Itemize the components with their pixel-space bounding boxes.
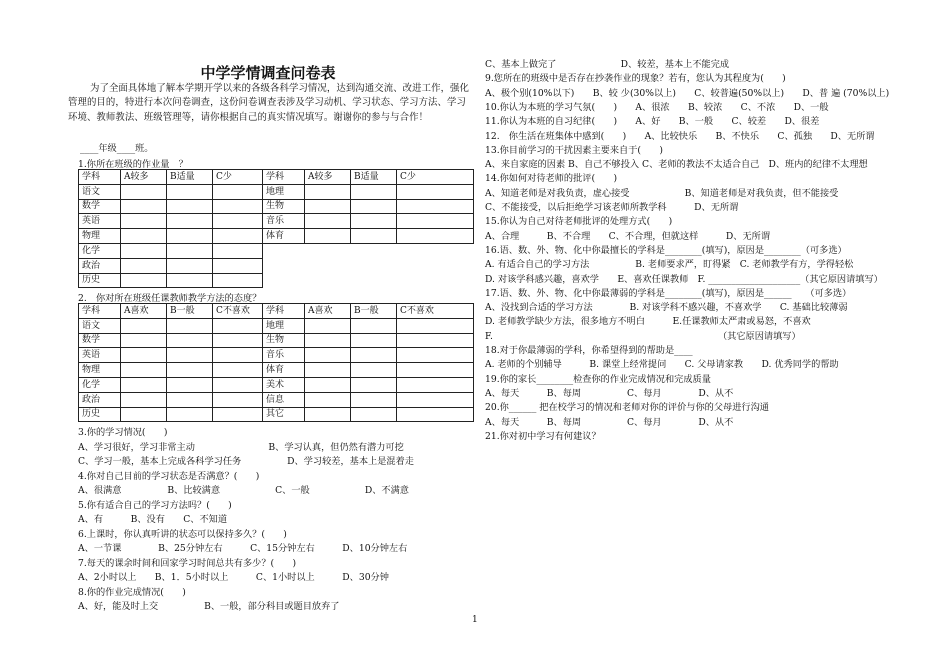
answer-cell bbox=[121, 229, 167, 244]
subject-cell: 语文 bbox=[79, 318, 121, 333]
question-line: C、学习一般，基本上完成各科学习任务 D、学习较差，基本上是混着走 bbox=[78, 456, 414, 467]
empty-space bbox=[305, 258, 351, 273]
column-header: A较多 bbox=[305, 170, 351, 185]
question-line: 10.你认为本班的学习气氛( ) A、很浓 B、较浓 C、不浓 D、一般 bbox=[485, 101, 829, 113]
column-header: C不喜欢 bbox=[397, 304, 474, 319]
column-header: C少 bbox=[213, 170, 263, 185]
table-row bbox=[79, 348, 474, 363]
answer-cell bbox=[397, 214, 474, 229]
answer-cell bbox=[213, 377, 263, 392]
table-row bbox=[79, 333, 474, 348]
table-row bbox=[79, 273, 474, 288]
question-line: 9.您所在的班级中是否存在抄袭作业的现象？若有，您认为其程度为( ) bbox=[485, 73, 786, 85]
answer-cell bbox=[167, 229, 213, 244]
column-header: B适量 bbox=[351, 170, 397, 185]
question-line: A、合理 B、不合理 C、不合理，但就这样 D、无所谓 bbox=[485, 230, 771, 242]
question-line: A. 老师的个别辅导 B. 课堂上经常提问 C. 父母请家教 D. 优秀同学的帮助 bbox=[485, 359, 839, 371]
question-line: 16.语、数、外、物、化中你最擅长的学科是________(填写)，原因是________（可多选） bbox=[485, 244, 847, 256]
question-line: 4.你对自己目前的学习状态是否满意？( ) bbox=[78, 470, 260, 482]
answer-cell bbox=[305, 348, 351, 363]
question-line: D. 老师教学缺少方法，很多地方不明白 E.任课教师太严肃或易怒，不喜欢 bbox=[485, 316, 811, 328]
answer-cell bbox=[213, 229, 263, 244]
teaching-method-table bbox=[78, 303, 474, 422]
answer-cell bbox=[351, 392, 397, 407]
subject-cell: 音乐 bbox=[263, 214, 305, 229]
subject-cell: 政治 bbox=[79, 392, 121, 407]
subject-cell: 化学 bbox=[79, 243, 121, 258]
answer-cell bbox=[351, 318, 397, 333]
answer-cell bbox=[305, 184, 351, 199]
subject-cell: 数学 bbox=[79, 333, 121, 348]
answer-cell bbox=[213, 318, 263, 333]
answer-cell bbox=[167, 333, 213, 348]
answer-cell bbox=[351, 348, 397, 363]
answer-cell bbox=[167, 214, 213, 229]
empty-space bbox=[263, 273, 305, 288]
answer-cell bbox=[167, 243, 213, 258]
subject-cell: 语文 bbox=[79, 184, 121, 199]
empty-space bbox=[351, 243, 397, 258]
answer-cell bbox=[121, 243, 167, 258]
question-line: 18.对于你最薄弱的学科，你希望得到的帮助是____ bbox=[485, 345, 693, 356]
subject-cell: 生物 bbox=[263, 333, 305, 348]
empty-space bbox=[351, 273, 397, 288]
answer-cell bbox=[213, 363, 263, 378]
table-row bbox=[79, 304, 474, 319]
question-line: A、知道老师是对我负责，虚心接受 B、知道老师是对我负责，但不能接受 bbox=[485, 187, 839, 199]
subject-cell: 地理 bbox=[263, 318, 305, 333]
answer-cell bbox=[121, 363, 167, 378]
column-header: 学科 bbox=[263, 170, 305, 185]
column-header: A喜欢 bbox=[121, 304, 167, 319]
answer-cell bbox=[213, 407, 263, 422]
answer-cell bbox=[167, 377, 213, 392]
question-line: C、基本上做完了 D、较差，基本上不能完成 bbox=[485, 59, 730, 70]
answer-cell bbox=[213, 348, 263, 363]
question-line: D. 对该学科感兴趣，喜欢学 E、喜欢任课教师 F. ____________________（其它原因请填写） bbox=[485, 273, 883, 285]
question-line: 6.上课时，你认真听讲的状态可以保持多久？( ) bbox=[78, 528, 287, 540]
column-header: 学科 bbox=[263, 304, 305, 319]
answer-cell bbox=[305, 363, 351, 378]
question-line: A. 有适合自己的学习方法 B. 老师要求严，盯得紧 C. 老师教学有方，学得轻松 bbox=[485, 259, 854, 271]
table-row bbox=[79, 214, 474, 229]
answer-cell bbox=[167, 392, 213, 407]
column-header: A较多 bbox=[121, 170, 167, 185]
column-header: B适量 bbox=[167, 170, 213, 185]
answer-cell bbox=[167, 407, 213, 422]
column-header: B一般 bbox=[351, 304, 397, 319]
answer-cell bbox=[397, 199, 474, 214]
question-line: 15.你认为自己对待老师批评的处理方式( ) bbox=[485, 216, 673, 228]
subject-cell: 体育 bbox=[263, 363, 305, 378]
answer-cell bbox=[213, 258, 263, 273]
question-line: 11.你认为本班的自习纪律( ) A、好 B、一般 C、较差 D、很差 bbox=[485, 116, 820, 128]
answer-cell bbox=[121, 348, 167, 363]
table-row bbox=[79, 392, 474, 407]
empty-space bbox=[351, 258, 397, 273]
answer-cell bbox=[213, 243, 263, 258]
answer-cell bbox=[121, 392, 167, 407]
answer-cell bbox=[397, 407, 474, 422]
empty-space bbox=[263, 258, 305, 273]
subject-cell: 物理 bbox=[79, 363, 121, 378]
answer-cell bbox=[397, 229, 474, 244]
question-line: 20.你______ 把在校学习的情况和老师对你的评价与你的父母进行沟通 bbox=[485, 402, 769, 414]
question-line: A、一节课 B、25分钟左右 C、15分钟左右 D、10分钟左右 bbox=[78, 543, 408, 554]
answer-cell bbox=[167, 184, 213, 199]
answer-cell bbox=[351, 214, 397, 229]
answer-cell bbox=[351, 377, 397, 392]
page-title: 中学学情调查问卷表 bbox=[200, 64, 336, 82]
column-header: A喜欢 bbox=[305, 304, 351, 319]
answer-cell bbox=[213, 184, 263, 199]
answer-cell bbox=[305, 407, 351, 422]
table-row bbox=[79, 318, 474, 333]
answer-cell bbox=[167, 199, 213, 214]
answer-cell bbox=[351, 184, 397, 199]
question-line: A、每天 B、每周 C、每月 D、从不 bbox=[485, 387, 734, 399]
answer-cell bbox=[351, 333, 397, 348]
answer-cell bbox=[397, 318, 474, 333]
answer-cell bbox=[121, 318, 167, 333]
question-line: 12. 你生活在班集体中感到( ) A、比较快乐 B、不快乐 C、孤独 D、无所谓 bbox=[485, 130, 875, 142]
answer-cell bbox=[305, 214, 351, 229]
subject-cell: 英语 bbox=[79, 214, 121, 229]
answer-cell bbox=[305, 318, 351, 333]
table-row bbox=[79, 377, 474, 392]
answer-cell bbox=[167, 363, 213, 378]
answer-cell bbox=[213, 333, 263, 348]
question-line: C、不能接受，以后拒绝学习该老师所教学科 D、无所谓 bbox=[485, 202, 739, 213]
answer-cell bbox=[397, 184, 474, 199]
subject-cell: 其它 bbox=[263, 407, 305, 422]
empty-space bbox=[397, 243, 474, 258]
column-header: C少 bbox=[397, 170, 474, 185]
question-line: A、每天 B、每周 C、每月 D、从不 bbox=[485, 416, 734, 428]
question-line: 19.你的家长________检查你的作业完成情况和完成质量 bbox=[485, 373, 711, 385]
subject-cell: 美术 bbox=[263, 377, 305, 392]
empty-space bbox=[305, 273, 351, 288]
answer-cell bbox=[167, 273, 213, 288]
workload-table bbox=[78, 169, 474, 288]
answer-cell bbox=[213, 273, 263, 288]
answer-cell bbox=[305, 333, 351, 348]
subject-cell: 信息 bbox=[263, 392, 305, 407]
question-line: 21.你对初中学习有何建议？ bbox=[485, 430, 601, 442]
question-line: A、很满意 B、比较满意 C、一般 D、不满意 bbox=[78, 485, 409, 496]
column-header: B一般 bbox=[167, 304, 213, 319]
answer-cell bbox=[121, 199, 167, 214]
answer-cell bbox=[121, 184, 167, 199]
subject-cell: 政治 bbox=[79, 258, 121, 273]
question-line: A、极个别(10%以下) B、较 少(30%以上) C、较普遍(50%以上) D、普 遍 (70%以上) bbox=[485, 87, 890, 99]
question-line: 17.语、数、外、物、化中你最薄弱的学科是________(填写)，原因是______ （可多选） bbox=[485, 287, 852, 299]
question-line: 5.你有适合自己的学习方法吗？( ) bbox=[78, 499, 232, 511]
table-row bbox=[79, 229, 474, 244]
column-header: 学科 bbox=[79, 304, 121, 319]
column-header: 学科 bbox=[79, 170, 121, 185]
subject-cell: 生物 bbox=[263, 199, 305, 214]
question-line: 8.你的作业完成情况( ) bbox=[78, 586, 186, 598]
answer-cell bbox=[397, 392, 474, 407]
empty-space bbox=[305, 243, 351, 258]
table-row bbox=[79, 363, 474, 378]
table-row bbox=[79, 407, 474, 422]
subject-cell: 英语 bbox=[79, 348, 121, 363]
answer-cell bbox=[213, 214, 263, 229]
answer-cell bbox=[121, 333, 167, 348]
question-line: A、没找到合适的学习方法 B. 对该学科不感兴趣，不喜欢学 C. 基础比较薄弱 bbox=[485, 302, 848, 314]
answer-cell bbox=[351, 229, 397, 244]
question-line: A、好，能及时上交 B、一般，部分科目或题目放弃了 bbox=[78, 601, 340, 612]
table-row bbox=[79, 199, 474, 214]
answer-cell bbox=[397, 333, 474, 348]
table-row bbox=[79, 184, 474, 199]
intro-paragraph bbox=[68, 82, 470, 125]
answer-cell bbox=[351, 199, 397, 214]
question-2: 2. 你对所在班级任课教师教学方法的态度？ bbox=[78, 293, 262, 304]
question-line: A、学习很好，学习非常主动 B、学习认真，但仍然有潜力可挖 bbox=[78, 441, 404, 453]
subject-cell: 地理 bbox=[263, 184, 305, 199]
subject-cell: 体育 bbox=[263, 229, 305, 244]
answer-cell bbox=[397, 348, 474, 363]
answer-cell bbox=[213, 199, 263, 214]
page-number: 1 bbox=[472, 615, 478, 625]
answer-cell bbox=[121, 407, 167, 422]
column-header: C不喜欢 bbox=[213, 304, 263, 319]
answer-cell bbox=[121, 273, 167, 288]
table-row bbox=[79, 243, 474, 258]
question-line: 14.你如何对待老师的批评( ) bbox=[485, 173, 618, 185]
grade-class-line: ____年级____班。 bbox=[80, 143, 154, 154]
table-row bbox=[79, 170, 474, 185]
answer-cell bbox=[305, 199, 351, 214]
answer-cell bbox=[397, 377, 474, 392]
subject-cell: 历史 bbox=[79, 273, 121, 288]
intro-text: 为了全面具体地了解本学期开学以来的各级各科学习情况，达到沟通交流、改进工作，强化管理的目的，特进行本次问卷调查，这份问卷调查表涉及学习动机、学习状态、学习方法、学习环境、教师教法、班级管理等，请你根据自己的真实情况填写。谢谢你的参与与合作！ bbox=[68, 83, 470, 123]
empty-space bbox=[397, 273, 474, 288]
question-line: 7.每天的课余时间和回家学习时间总共有多少？( ) bbox=[78, 557, 297, 569]
answer-cell bbox=[167, 258, 213, 273]
subject-cell: 数学 bbox=[79, 199, 121, 214]
answer-cell bbox=[121, 258, 167, 273]
answer-cell bbox=[351, 363, 397, 378]
question-1: 1.你所在班级的作业量 ？ bbox=[78, 159, 188, 170]
answer-cell bbox=[305, 377, 351, 392]
answer-cell bbox=[213, 392, 263, 407]
answer-cell bbox=[167, 348, 213, 363]
question-line: A、有 B、没有 C、不知道 bbox=[78, 514, 228, 525]
question-line: 3.你的学习情况( ) bbox=[78, 427, 168, 438]
answer-cell bbox=[305, 229, 351, 244]
answer-cell bbox=[167, 318, 213, 333]
answer-cell bbox=[397, 363, 474, 378]
question-line: A、2小时以上 B、1．5小时以上 C、1小时以上 D、30分钟 bbox=[78, 572, 389, 583]
subject-cell: 化学 bbox=[79, 377, 121, 392]
answer-cell bbox=[305, 392, 351, 407]
answer-cell bbox=[351, 407, 397, 422]
empty-space bbox=[263, 243, 305, 258]
question-line: A、来自家庭的因素 B、自己不够投入 C、老师的教法不太适合自己 D、班内的纪律不太理想 bbox=[485, 159, 868, 171]
question-line: 13.你目前学习的干扰因素主要来自于( ) bbox=[485, 144, 663, 156]
subject-cell: 历史 bbox=[79, 407, 121, 422]
empty-space bbox=[397, 258, 474, 273]
answer-cell bbox=[121, 377, 167, 392]
question-line: F. （其它原因请填写） bbox=[485, 330, 801, 342]
table-row bbox=[79, 258, 474, 273]
subject-cell: 音乐 bbox=[263, 348, 305, 363]
answer-cell bbox=[121, 214, 167, 229]
subject-cell: 物理 bbox=[79, 229, 121, 244]
